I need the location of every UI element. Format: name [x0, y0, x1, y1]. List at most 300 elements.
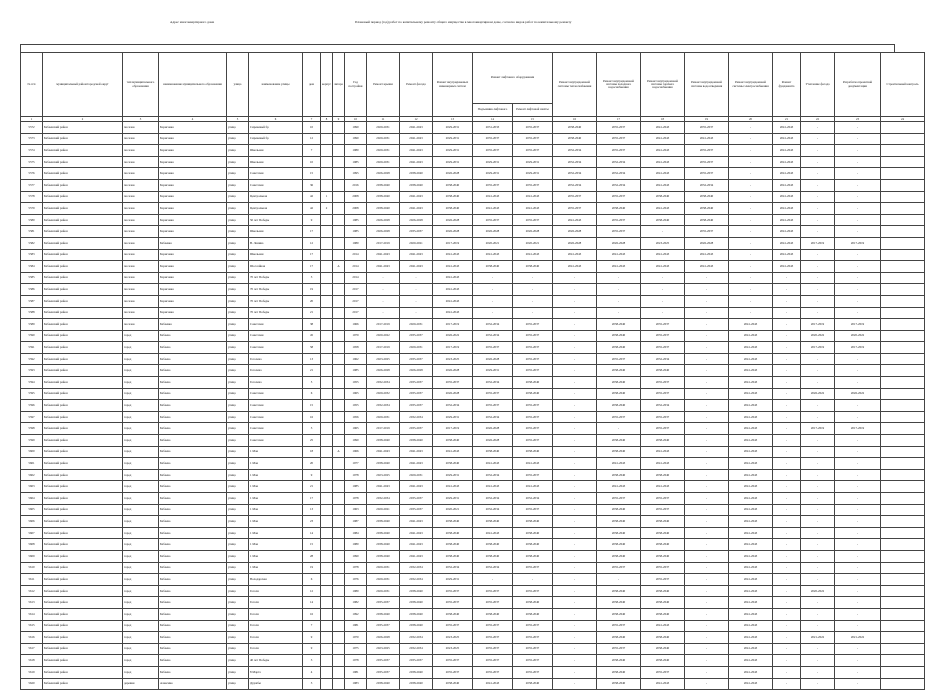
table-cell: 2038-2040: [400, 179, 433, 191]
table-row: [21, 550, 925, 562]
table-cell: [881, 284, 925, 296]
table-cell: [321, 516, 333, 528]
table-cell: 2038-2040: [473, 550, 513, 562]
table-cell: город: [123, 608, 159, 620]
table-cell: Бабаевский район: [43, 643, 123, 655]
table-cell: [881, 469, 925, 481]
column-number: 5: [227, 117, 249, 122]
table-cell: 1985: [345, 214, 367, 226]
table-cell: [333, 214, 345, 226]
table-cell: 2041-2043: [773, 214, 801, 226]
table-cell: 3: [303, 423, 321, 435]
table-cell: 2032-2034: [685, 179, 729, 191]
table-cell: 5615: [21, 620, 43, 632]
table-cell: Бабаевский район: [43, 319, 123, 331]
table-cell: город: [123, 377, 159, 389]
table-cell: 2038-2040: [597, 666, 641, 678]
table-cell: [321, 678, 333, 690]
table-cell: Борисовка: [159, 179, 227, 191]
table-cell: 2038-2040: [513, 550, 553, 562]
table-cell: 5575: [21, 156, 43, 168]
table-row: [21, 446, 925, 458]
table-cell: 2035-2037: [433, 377, 473, 389]
table-cell: Бабаевка: [159, 319, 227, 331]
table-cell: Гоголя: [249, 608, 303, 620]
table-cell: -: [773, 435, 801, 447]
table-cell: улица: [227, 400, 249, 412]
table-cell: Борисовка: [159, 191, 227, 203]
column-number: 4: [159, 117, 227, 122]
table-cell: -: [473, 574, 513, 586]
table-row: [21, 643, 925, 655]
table-cell: 1995: [345, 168, 367, 180]
table-cell: [333, 423, 345, 435]
table-cell: 17: [303, 226, 321, 238]
table-cell: 2038-2040: [553, 122, 597, 134]
table-cell: 2038-2040: [641, 643, 685, 655]
table-cell: 2026-2028: [433, 168, 473, 180]
table-cell: Гоголя: [249, 585, 303, 597]
table-cell: 5579: [21, 203, 43, 215]
table-cell: 2038-2040: [400, 666, 433, 678]
table-cell: 2017-2019: [801, 423, 835, 435]
table-cell: 2041-2043: [400, 145, 433, 157]
table-cell: город: [123, 481, 159, 493]
table-cell: 2026-2028: [433, 214, 473, 226]
table-cell: [321, 481, 333, 493]
table-cell: 2041-2043: [641, 168, 685, 180]
table-cell: 2038-2040: [597, 446, 641, 458]
table-cell: [881, 446, 925, 458]
table-cell: -: [801, 191, 835, 203]
table-cell: -: [773, 655, 801, 667]
table-cell: Бабаевский район: [43, 156, 123, 168]
table-cell: 1970: [345, 632, 367, 644]
table-cell: [333, 307, 345, 319]
table-cell: 2035-2037: [473, 620, 513, 632]
table-cell: -: [801, 539, 835, 551]
table-cell: [321, 284, 333, 296]
table-cell: -: [835, 574, 881, 586]
table-cell: -: [685, 353, 729, 365]
table-cell: -: [685, 655, 729, 667]
table-cell: [881, 643, 925, 655]
table-cell: Бабаевский район: [43, 458, 123, 470]
table-cell: 15: [303, 539, 321, 551]
table-cell: 2017-2019: [835, 319, 881, 331]
table-cell: Бабаево: [159, 550, 227, 562]
table-cell: 58: [303, 342, 321, 354]
table-cell: -: [729, 284, 773, 296]
table-cell: 1978: [345, 562, 367, 574]
table-cell: 2038-2040: [433, 203, 473, 215]
table-cell: -: [835, 156, 881, 168]
table-cell: -: [773, 608, 801, 620]
table-cell: 2041-2043: [729, 539, 773, 551]
table-cell: -: [835, 191, 881, 203]
table-cell: -: [597, 284, 641, 296]
table-cell: 2038-2040: [597, 400, 641, 412]
table-cell: Бабаевка: [159, 237, 227, 249]
table-cell: -: [729, 261, 773, 273]
table-cell: [333, 342, 345, 354]
table-cell: 10: [303, 122, 321, 134]
table-cell: А: [333, 261, 345, 273]
table-cell: Бабаевский район: [43, 597, 123, 609]
table-cell: -: [685, 435, 729, 447]
table-cell: 2035-2037: [513, 319, 553, 331]
table-row: [21, 435, 925, 447]
table-cell: 2035-2037: [597, 133, 641, 145]
table-cell: 2017-2019: [367, 237, 400, 249]
table-cell: 2026-2028: [473, 353, 513, 365]
table-cell: [321, 562, 333, 574]
table-cell: -: [729, 156, 773, 168]
table-cell: [321, 423, 333, 435]
table-cell: 2035-2037: [400, 655, 433, 667]
table-cell: [333, 191, 345, 203]
table-cell: 2032-2034: [433, 562, 473, 574]
table-cell: 2041-2043: [433, 261, 473, 273]
col-settlement-type: тип муниципального образования: [123, 53, 159, 117]
table-cell: [321, 168, 333, 180]
table-cell: 2041-2043: [367, 481, 400, 493]
table-cell: 5592: [21, 353, 43, 365]
table-cell: улица: [227, 168, 249, 180]
table-cell: [321, 249, 333, 261]
table-cell: Школьная: [249, 156, 303, 168]
table-cell: 2026-2028: [473, 435, 513, 447]
table-cell: [321, 585, 333, 597]
table-cell: 2038-2040: [367, 191, 400, 203]
table-cell: 2035-2037: [513, 365, 553, 377]
table-cell: [881, 203, 925, 215]
table-cell: 1990: [345, 435, 367, 447]
table-cell: -: [367, 272, 400, 284]
table-cell: -: [553, 608, 597, 620]
table-cell: 2035-2037: [513, 400, 553, 412]
table-cell: [333, 435, 345, 447]
table-cell: 2026-2028: [367, 632, 400, 644]
table-cell: 2038-2040: [597, 655, 641, 667]
table-cell: Бабаево: [159, 377, 227, 389]
table-cell: 16: [303, 411, 321, 423]
table-cell: -: [801, 574, 835, 586]
table-cell: 5599: [21, 435, 43, 447]
table-cell: 2041-2043: [473, 527, 513, 539]
table-cell: -: [553, 377, 597, 389]
table-cell: [321, 435, 333, 447]
table-cell: 2038-2040: [513, 597, 553, 609]
table-cell: [321, 342, 333, 354]
table-cell: -: [773, 307, 801, 319]
table-cell: Советская: [249, 423, 303, 435]
table-cell: -: [801, 214, 835, 226]
table-cell: -: [473, 307, 513, 319]
table-cell: 2032-2034: [597, 179, 641, 191]
table-cell: 2026-2028: [553, 237, 597, 249]
table-cell: 2038-2040: [513, 539, 553, 551]
table-cell: Бабаевский район: [43, 284, 123, 296]
table-cell: улица: [227, 307, 249, 319]
table-cell: улица: [227, 272, 249, 284]
table-cell: 6: [303, 574, 321, 586]
table-cell: поселок: [123, 122, 159, 134]
table-cell: [321, 597, 333, 609]
table-cell: 1977: [345, 458, 367, 470]
table-cell: [881, 620, 925, 632]
table-cell: 2038-2040: [513, 377, 553, 389]
table-cell: [321, 214, 333, 226]
table-cell: Бабаево: [159, 516, 227, 528]
table-cell: -: [685, 469, 729, 481]
table-cell: [321, 377, 333, 389]
table-cell: -: [553, 411, 597, 423]
table-cell: 2023-2025: [433, 353, 473, 365]
table-cell: 2041-2043: [473, 678, 513, 690]
table-cell: Борисовка: [159, 307, 227, 319]
table-cell: 4: [303, 666, 321, 678]
table-cell: [881, 226, 925, 238]
table-cell: 2041-2043: [641, 249, 685, 261]
table-cell: -: [835, 307, 881, 319]
table-cell: улица: [227, 249, 249, 261]
table-cell: [333, 469, 345, 481]
table-cell: 2041-2043: [473, 458, 513, 470]
table-cell: 2041-2043: [641, 678, 685, 690]
table-cell: -: [801, 504, 835, 516]
table-cell: 2041-2043: [473, 249, 513, 261]
table-cell: 2035-2037: [513, 411, 553, 423]
table-cell: -: [729, 191, 773, 203]
table-cell: Борисовка: [159, 272, 227, 284]
table-cell: город: [123, 435, 159, 447]
table-cell: -: [513, 284, 553, 296]
table-cell: -: [801, 133, 835, 145]
table-cell: 5572: [21, 122, 43, 134]
table-cell: 2035-2037: [513, 145, 553, 157]
table-cell: 2035-2037: [400, 353, 433, 365]
table-cell: -: [553, 504, 597, 516]
col-lift: Ремонт лифтового оборудования: [473, 53, 553, 104]
table-cell: -: [801, 550, 835, 562]
table-cell: -: [729, 237, 773, 249]
table-cell: -: [773, 353, 801, 365]
table-cell: 2038-2040: [433, 179, 473, 191]
table-cell: 2041-2043: [400, 249, 433, 261]
table-cell: 2035-2037: [433, 585, 473, 597]
table-cell: 2026-2028: [473, 423, 513, 435]
table-cell: 2035-2037: [513, 504, 553, 516]
table-row: [21, 330, 925, 342]
table-cell: 2038-2040: [367, 539, 400, 551]
table-cell: улица: [227, 377, 249, 389]
table-cell: 2035-2037: [513, 562, 553, 574]
table-cell: -: [835, 446, 881, 458]
table-cell: [321, 388, 333, 400]
table-cell: 2038-2040: [513, 516, 553, 528]
table-cell: 2029-2031: [367, 574, 400, 586]
table-cell: улица: [227, 620, 249, 632]
table-cell: 2032-2034: [641, 400, 685, 412]
table-cell: [321, 632, 333, 644]
column-number: 2: [43, 117, 123, 122]
table-cell: Бабаево: [159, 608, 227, 620]
table-cell: -: [773, 400, 801, 412]
table-cell: 2038-2040: [641, 527, 685, 539]
table-cell: 2029-2031: [367, 585, 400, 597]
table-cell: 2041-2043: [729, 458, 773, 470]
table-cell: 14: [303, 527, 321, 539]
table-cell: 5576: [21, 168, 43, 180]
table-cell: [321, 319, 333, 331]
table-cell: 2038-2040: [400, 620, 433, 632]
table-cell: 2038-2040: [641, 214, 685, 226]
table-cell: поселок: [123, 226, 159, 238]
table-cell: 2032-2034: [473, 377, 513, 389]
table-cell: Бабаево: [159, 388, 227, 400]
table-cell: 5614: [21, 608, 43, 620]
table-cell: -: [773, 481, 801, 493]
col-heat: Ремонт внутридомовой системы теплоснабжения: [553, 53, 597, 117]
table-cell: 2035-2037: [513, 353, 553, 365]
table-row: [21, 411, 925, 423]
table-cell: -: [835, 458, 881, 470]
table-cell: -: [835, 678, 881, 690]
table-cell: 2035-2037: [367, 597, 400, 609]
table-cell: -: [729, 179, 773, 191]
table-cell: 2041-2043: [513, 481, 553, 493]
table-cell: [881, 191, 925, 203]
table-cell: 2041-2043: [729, 643, 773, 655]
table-cell: город: [123, 342, 159, 354]
table-cell: -: [835, 620, 881, 632]
col-district: муниципальный район/городской округ: [43, 53, 123, 117]
table-cell: 2026-2028: [400, 365, 433, 377]
table-cell: -: [553, 516, 597, 528]
table-cell: 2038-2040: [473, 516, 513, 528]
table-cell: 5586: [21, 284, 43, 296]
table-cell: [321, 295, 333, 307]
table-cell: -: [553, 330, 597, 342]
table-cell: -: [367, 295, 400, 307]
table-cell: 2014: [345, 249, 367, 261]
table-cell: -: [801, 168, 835, 180]
table-cell: 9: [303, 632, 321, 644]
table-cell: 2041-2043: [729, 666, 773, 678]
table-cell: Бабаевский район: [43, 203, 123, 215]
table-cell: 2038-2040: [433, 539, 473, 551]
col-num: № п/п: [21, 53, 43, 117]
table-cell: улица: [227, 133, 249, 145]
table-cell: -: [685, 585, 729, 597]
table-cell: 1976: [345, 574, 367, 586]
table-cell: [321, 330, 333, 342]
table-cell: 1985: [345, 156, 367, 168]
table-cell: [333, 330, 345, 342]
table-cell: Борисовка: [159, 284, 227, 296]
table-cell: поселок: [123, 191, 159, 203]
table-cell: [321, 493, 333, 505]
table-cell: 2020-2022: [801, 330, 835, 342]
table-cell: улица: [227, 562, 249, 574]
table-cell: -: [773, 562, 801, 574]
table-cell: -: [553, 446, 597, 458]
table-cell: улица: [227, 678, 249, 690]
table-cell: 5574: [21, 145, 43, 157]
table-cell: поселок: [123, 237, 159, 249]
table-cell: [321, 400, 333, 412]
table-cell: 2041-2043: [773, 133, 801, 145]
table-cell: город: [123, 585, 159, 597]
table-cell: 17: [303, 493, 321, 505]
table-cell: [321, 145, 333, 157]
table-cell: 5595: [21, 388, 43, 400]
table-cell: -: [801, 620, 835, 632]
table-cell: -: [801, 307, 835, 319]
table-cell: улица: [227, 539, 249, 551]
capital-repair-table: [20, 52, 925, 690]
table-cell: [881, 574, 925, 586]
table-cell: 2017-2019: [433, 342, 473, 354]
table-cell: 2041-2043: [433, 249, 473, 261]
table-cell: 2029-2031: [367, 133, 400, 145]
column-number: 9: [333, 117, 345, 122]
table-cell: 2035-2037: [433, 666, 473, 678]
table-row: [21, 632, 925, 644]
table-cell: -: [685, 295, 729, 307]
table-cell: [881, 435, 925, 447]
table-cell: 2041-2043: [433, 446, 473, 458]
table-cell: 14: [303, 597, 321, 609]
table-cell: 2035-2037: [553, 203, 597, 215]
table-cell: 2041-2043: [729, 446, 773, 458]
table-cell: 20: [303, 458, 321, 470]
table-cell: [333, 493, 345, 505]
table-cell: -: [553, 284, 597, 296]
table-cell: [881, 365, 925, 377]
table-cell: 2038-2040: [597, 550, 641, 562]
table-cell: Сиреневый бр: [249, 133, 303, 145]
table-cell: 5581: [21, 226, 43, 238]
table-row: [21, 678, 925, 690]
table-cell: -: [553, 632, 597, 644]
table-cell: 2041-2043: [400, 261, 433, 273]
table-cell: 2032-2034: [473, 504, 513, 516]
table-cell: 5584: [21, 261, 43, 273]
table-cell: [321, 179, 333, 191]
table-cell: 2041-2043: [729, 342, 773, 354]
table-cell: 2014: [345, 261, 367, 273]
table-cell: 2038-2040: [641, 597, 685, 609]
table-cell: 2038-2040: [597, 203, 641, 215]
table-cell: 2035-2037: [513, 632, 553, 644]
table-cell: 2031-2033: [473, 122, 513, 134]
table-cell: 1985: [345, 481, 367, 493]
table-cell: 2035-2037: [597, 411, 641, 423]
table-cell: Школьная: [249, 249, 303, 261]
table-cell: улица: [227, 446, 249, 458]
table-cell: 2038-2040: [641, 550, 685, 562]
table-cell: Бабаевский район: [43, 550, 123, 562]
column-number: 23: [835, 117, 881, 122]
table-cell: А: [333, 446, 345, 458]
table-cell: 2038-2040: [597, 608, 641, 620]
table-cell: -: [773, 550, 801, 562]
table-cell: 1981: [345, 620, 367, 632]
table-cell: улица: [227, 516, 249, 528]
table-cell: Гоголева: [249, 377, 303, 389]
